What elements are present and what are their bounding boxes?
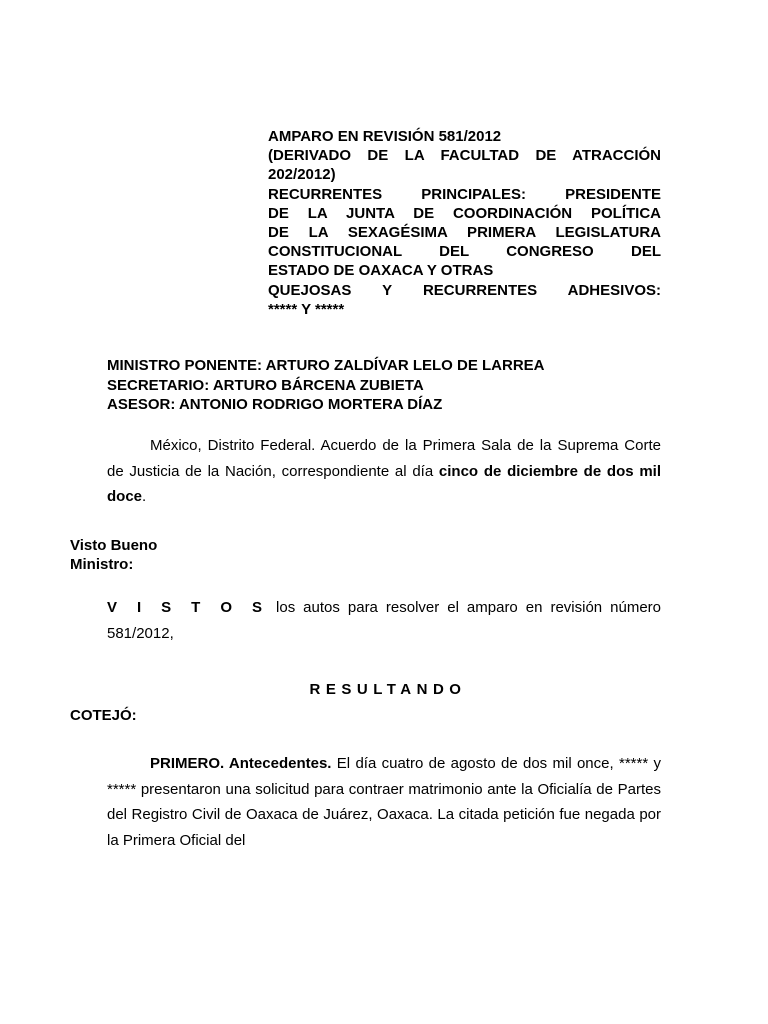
visto-bueno-line-2: Ministro: [70,556,134,573]
vistos-text: los autos para resolver el amparo en revisión número 581/2012, [107,599,662,642]
visto-bueno [70,536,157,574]
recurrentes-line-2: DE LA JUNTA DE COORDINACIÓN POLÍTICA [268,204,661,222]
case-header [268,127,661,319]
recurrentes-line-5: ESTADO DE OAXACA Y OTRAS [268,262,494,280]
quejosas-line-2: ***** Y ***** [268,300,345,318]
primero-heading: PRIMERO. Antecedentes. [150,755,332,772]
cotejo-label: COTEJÓ: [70,707,137,724]
primero-paragraph [107,751,661,853]
recurrentes-line-4: CONSTITUCIONAL DEL CONGRESO DEL [268,243,661,261]
case-number: AMPARO EN REVISIÓN 581/2012 [268,128,502,145]
vistos-keyword: V I S T O S [107,599,269,616]
recurrentes-line-1: RECURRENTES PRINCIPALES: PRESIDENTE [268,185,661,203]
secretario: SECRETARIO: ARTURO BÁRCENA ZUBIETA [107,376,424,394]
recurrentes-line-3: DE LA SEXAGÉSIMA PRIMERA LEGISLATURA [268,224,661,242]
vistos-paragraph [107,595,661,646]
ministro-ponente: MINISTRO PONENTE: ARTURO ZALDÍVAR LELO DE LARREA [107,357,545,374]
intro-text: México, Distrito Federal. Acuerdo de la Primera Sala de la Suprema Corte de Justicia de la Nación, correspondiente al día [107,437,661,480]
visto-bueno-line-1: Visto Bueno [70,537,158,554]
derived-line-2: 202/2012) [268,166,336,184]
intro-paragraph [107,433,661,510]
ministers-block [107,356,667,415]
primero-text: El día cuatro de agosto de dos mil once, ***** y ***** presentaron una solicitud para contraer matrimonio ante la Oficialía de Partes del Registro Civil de Oaxaca de Juárez, Oaxaca. La citada petición fue negada por la Primera Oficial del [107,755,661,849]
quejosas-line-1: QUEJOSAS Y RECURRENTES ADHESIVOS: [268,281,661,299]
intro-date: cinco de diciembre de dos mil doce [107,462,661,505]
asesor: ASESOR: ANTONIO RODRIGO MORTERA DÍAZ [107,396,443,413]
intro-end: . [142,488,147,505]
resultando-heading: RESULTANDO [309,681,467,698]
derived-line-1: (DERIVADO DE LA FACULTAD DE ATRACCIÓN [268,147,661,165]
